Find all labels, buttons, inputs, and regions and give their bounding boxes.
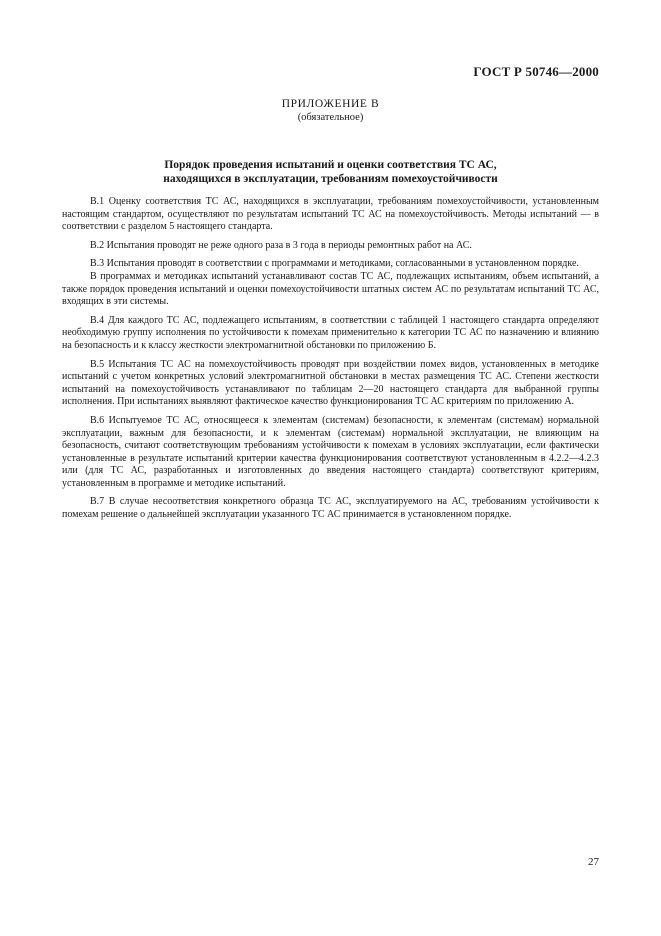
appendix-title: ПРИЛОЖЕНИЕ В [281, 98, 380, 110]
document-code: ГОСТ Р 50746—2000 [473, 64, 599, 79]
paragraph-b3: В.3 Испытания проводят в соответствии с программами и методиками, согласованными в установленном порядке. [90, 258, 579, 270]
appendix-heading [0, 98, 661, 124]
paragraph-b2: В.2 Испытания проводят не реже одного раза в 3 года в периоды ремонтных работ на АС. [90, 239, 472, 251]
paragraph-b3-continued: В программах и методиках испытаний устанавливают состав ТС АС, подлежащих испытаниям, объем испытаний, а также порядок проведения испытаний и оценки помехоустойчивости штатных систем АС по результатам испытаний ТС АС, входящих в эти системы. [62, 270, 599, 308]
paragraph-b4: В.4 Для каждого ТС АС, подлежащего испытаниям, в соответствии с таблицей 1 настоящего стандарта определяют необходимую группу исполнения по устойчивости к помехам применительно к категории ТС АС по назначению и влиянию на безопасность и к классу жесткости электромагнитной обстановки по приложению Б. [62, 314, 599, 351]
document-body [62, 196, 599, 528]
paragraph-b6: В.6 Испытуемое ТС АС, относящееся к элементам (системам) безопасности, к элементам (системам) нормальной эксплуатации, важным для безопасности, и к элементам (системам) нормальной эксплуатации, не влияющим на безопасность, считают соответствующим требованиям устойчивости к помехам в условиях эксплуатации, если фактически установленные в результате испытаний критерии качества функционирования соответствуют установленным в 4.2.2—4.2.3 или (для ТС АС, разработанных и изготовленных до введения настоящего стандарта) соответствуют критериям, установленным в программе и методике испытаний. [62, 414, 599, 489]
paragraph-b7: В.7 В случае несоответствия конкретного образца ТС АС, эксплуатируемого на АС, требованиям устойчивости к помехам решение о дальнейшей эксплуатации указанного ТС АС принимается в установленном порядке. [62, 496, 599, 521]
section-title-line-1: Порядок проведения испытаний и оценки соответствия ТС АС, [164, 159, 497, 171]
page-number: 27 [588, 856, 599, 868]
section-title [0, 158, 661, 186]
appendix-status: (обязательное) [297, 112, 364, 123]
paragraph-b5: В.5 Испытания ТС АС на помехоустойчивость проводят при воздействии помех видов, установленных в методике испытаний с учетом конкретных условий электромагнитной обстановки в местах размещения ТС АС. Степени жесткости испытаний на помехоустойчивость устанавливают по таблицам 2—20 настоящего стандарта для выбранной группы исполнения. При испытаниях выявляют фактическое качество функционирования ТС АС критериям по приложению А. [62, 358, 599, 408]
paragraph-b1: В.1 Оценку соответствия ТС АС, находящихся в эксплуатации, требованиям помехоустойчивости, установленным настоящим стандартом, осуществляют по результатам испытаний ТС АС на помехоустойчивость. Методы испытаний — в соответствии с разделом 5 настоящего стандарта. [62, 196, 599, 233]
section-title-line-2: находящихся в эксплуатации, требованиям помехоустойчивости [163, 173, 498, 185]
